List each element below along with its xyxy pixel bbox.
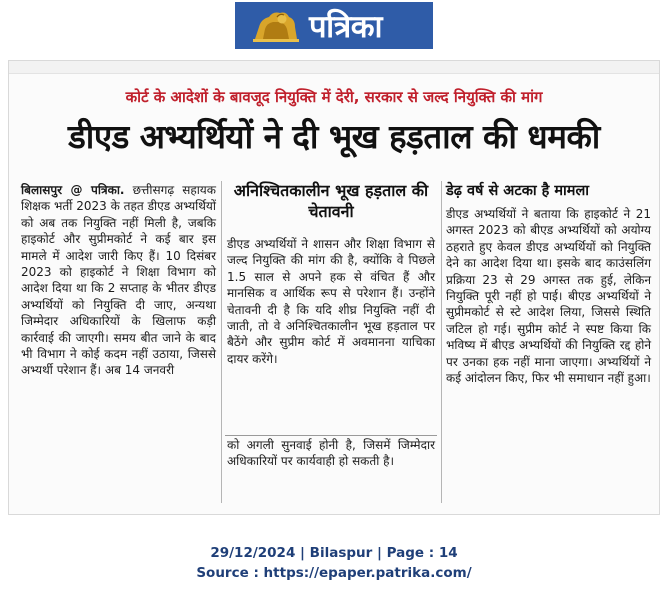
column-divider [441,181,442,503]
column-2-text: डीएड अभ्यर्थियों ने शासन और शिक्षा विभाग से जल्द नियुक्ति की मांग की है, क्योंकि वे पिछले 1.5 साल से अपने हक से वंचित हैं और मानसिक व आर्थिक रूप से परेशान हैं। उन्होंने चेतावनी दी है कि यदि शीघ्र नियुक्ति नहीं दी जाती, तो वे अनिश्चितकालीन भूख हड़ताल पर बैठेंगे और सुप्रीम कोर्ट में अवमानना याचिका दायर करेंगे। [227,237,435,366]
column-2-separator [225,435,437,436]
logo-text: पत्रिका [309,8,383,45]
column-divider [221,181,222,503]
column-1-continuation-text: को अगली सुनवाई होनी है, जिसमें जिम्मेदार अधिकारियों पर कार्यवाही हो सकती है। [227,438,435,469]
column-2-subheading: अनिश्चितकालीन भूख हड़ताल की चेतावनी [233,181,429,221]
lion-emblem-icon [249,7,303,45]
article-headline: डीएड अभ्यर्थियों ने दी भूख हड़ताल की धमकी [68,117,600,156]
newspaper-clipping [8,60,660,515]
article-kicker: कोर्ट के आदेशों के बावजूद नियुक्ति में देरी, सरकार से जल्द नियुक्ति की मांग [125,88,543,106]
source-link[interactable]: Source : https://epaper.patrika.com/ [196,565,472,581]
column-1-text: छत्तीसगढ़ सहायक शिक्षक भर्ती 2023 के तहत डीएड अभ्यर्थियों को अब तक नियुक्ति नहीं मिली है, जबकि हाइकोर्ट और सुप्रीमकोर्ट ने कई बार इस मामले में आदेश जारी किए हैं। 10 दिसंबर 2023 को हाइकोर्ट ने शिक्षा विभाग को आदेश दिया था कि 2 सप्ताह के भीतर डीएड अभ्यर्थियों को नियुक्ति दी जाए, अन्यथा जिम्मेदार अधिकारियों के खिलाफ कड़ी कार्रवाई की जाएगी। समय बीत जाने के बाद भी विभाग ने कोई कदम नहीं उठाया, जिससे अभ्यर्थी परेशान हैं। अब 14 जनवरी [21,183,216,378]
clipping-top-strip [9,61,659,74]
article-column-1 [21,182,216,379]
patrika-logo [235,2,433,49]
edition-info: 29/12/2024 | Bilaspur | Page : 14 [210,545,458,561]
article-dateline: बिलासपुर @ पत्रिका. [21,183,125,197]
column-3-text: डीएड अभ्यर्थियों ने बताया कि हाइकोर्ट ने 21 अगस्त 2023 को बीएड अभ्यर्थियों को अयोग्य ठहराते हुए केवल डीएड अभ्यर्थियों को नियुक्ति देने का आदेश दिया था। इसके बाद काउंसलिंग प्रक्रिया 23 से 29 अगस्त तक हुई, लेकिन नियुक्ति पूरी नहीं हो पाई। बीएड अभ्यर्थियों ने सुप्रीमकोर्ट से स्टे आदेश लिया, जिससे स्थिति जटिल हो गई। सुप्रीम कोर्ट ने स्पष्ट किया कि भविष्य में बीएड अभ्यर्थियों की नियुक्ति रद्द होने पर उनका हक नहीं माना जाएगा। अभ्यर्थियों ने कई आंदोलन किए, फिर भी समाधान नहीं हुआ। [446,207,651,386]
column-3-subheading: डेढ़ वर्ष से अटका है मामला [446,183,590,199]
